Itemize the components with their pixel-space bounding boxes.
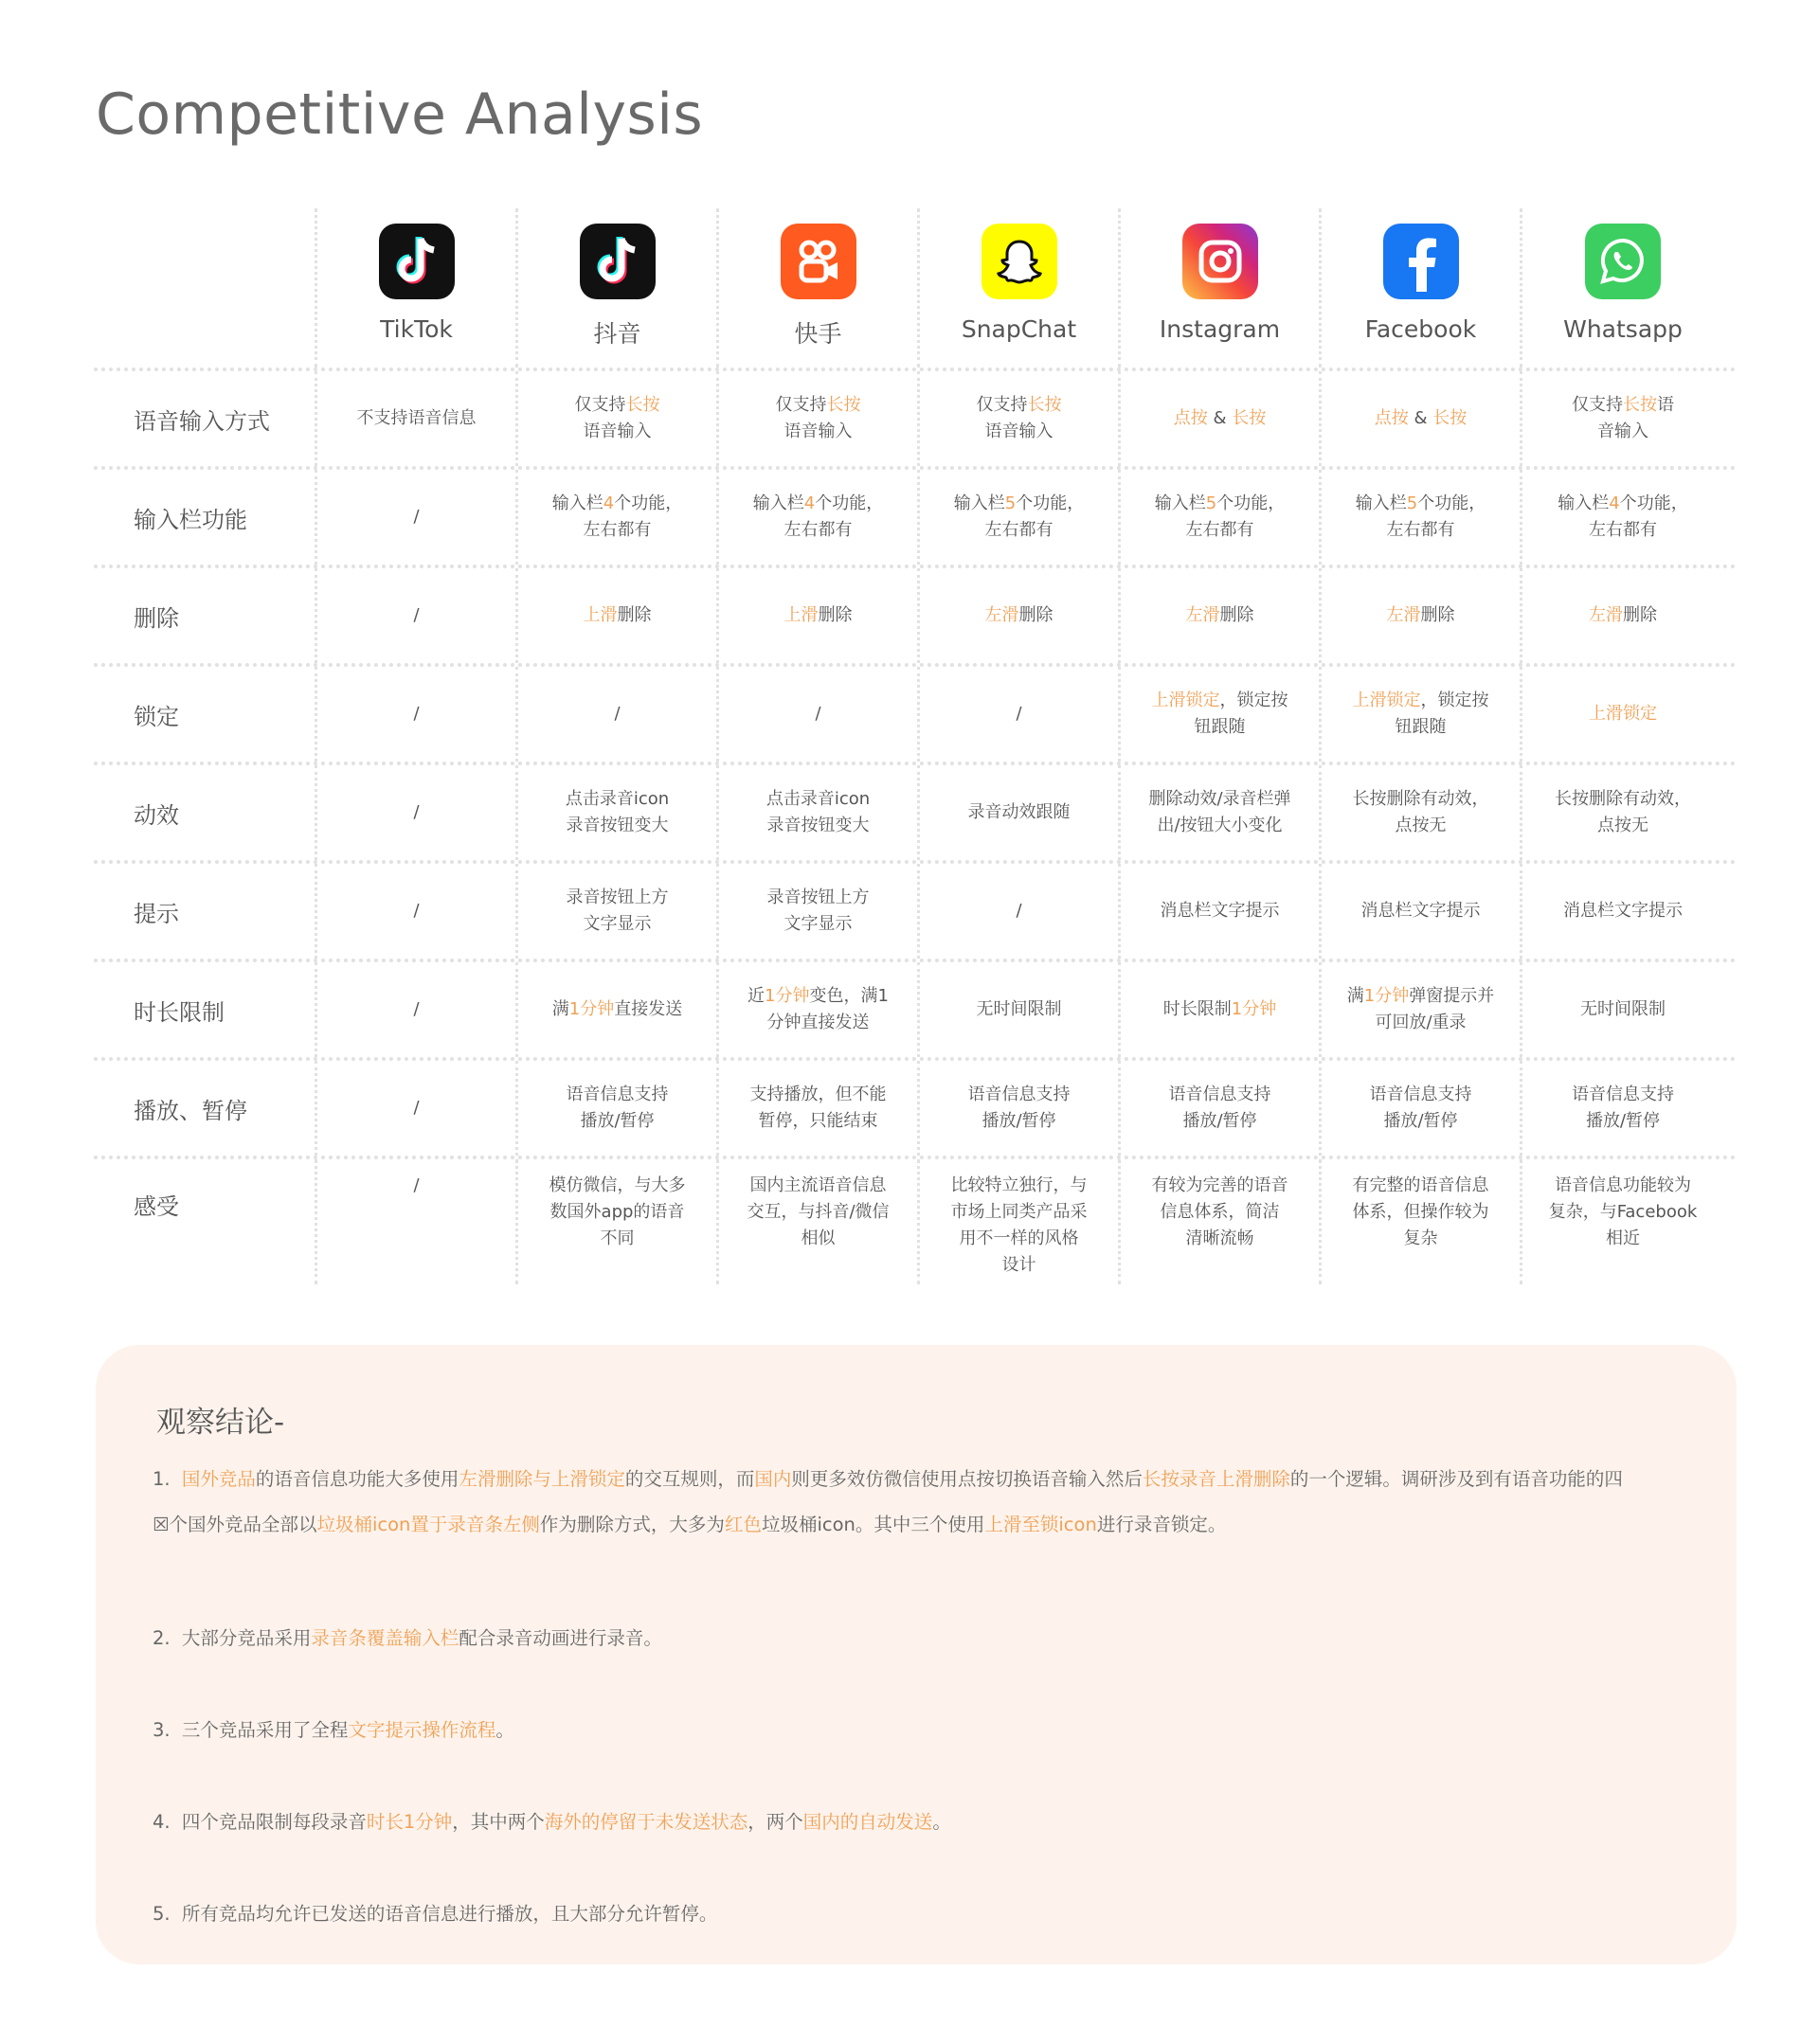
cell-text: 市场上同类产品采 — [950, 1202, 1088, 1222]
table-cell — [719, 568, 920, 663]
cell-text: 语音信息支持 — [566, 1085, 669, 1104]
app-name: 快手 — [794, 320, 842, 348]
cell-text: 四个竞品限制每段录音 — [181, 1811, 367, 1833]
table-row — [94, 765, 1737, 864]
cell-text: 直接发送 — [614, 999, 683, 1019]
table-cell — [920, 667, 1121, 762]
highlight-text: 上滑锁定 — [1151, 690, 1220, 710]
row-label: 输入栏功能 — [94, 470, 317, 565]
cell-text: 进行录音锁定。 — [1096, 1514, 1227, 1535]
table-cell — [920, 1061, 1121, 1156]
highlight-text: 海外的停留于未发送状态 — [544, 1811, 748, 1833]
highlight-text: 上滑 — [583, 605, 618, 625]
cell-text: 大部分竞品采用 — [181, 1627, 312, 1649]
highlight-text: 5 — [1004, 493, 1017, 513]
cell-text: & — [1408, 408, 1433, 428]
table-cell — [518, 962, 719, 1057]
table-cell — [1322, 962, 1522, 1057]
cell-text: 不同 — [600, 1228, 635, 1248]
row-label: 删除 — [94, 568, 317, 663]
cell-text: 删除 — [1018, 605, 1054, 625]
table-cell — [317, 568, 518, 663]
table-cell — [1121, 962, 1322, 1057]
cell-text: 无时间限制 — [976, 999, 1062, 1019]
cell-text: 删除动效/录音栏弹 — [1148, 789, 1291, 809]
cell-text: 近 — [747, 986, 765, 1006]
cell-text: 个功能， — [614, 493, 683, 513]
highlight-text: 长按 — [1432, 408, 1468, 428]
cell-text: / — [413, 802, 420, 822]
cell-text: / — [413, 704, 420, 724]
cell-text: 删除 — [1623, 605, 1657, 625]
cell-text: / — [614, 704, 621, 724]
item-number: 4. — [153, 1811, 176, 1833]
cell-text: 录音按钮上方 — [766, 888, 870, 907]
cell-text: 输入栏 — [752, 493, 804, 513]
cell-text: 输入栏 — [1355, 493, 1407, 513]
table-cell — [1121, 568, 1322, 663]
table-cell — [1322, 1061, 1522, 1156]
cell-text: 点按无 — [1597, 816, 1648, 835]
highlight-text: 1分钟 — [1363, 986, 1410, 1006]
cell-text: 变色，满1 — [809, 986, 889, 1006]
cell-text: 文字显示 — [783, 914, 853, 934]
cell-text: 不支持语音信息 — [356, 408, 477, 428]
highlight-text: 左滑 — [984, 605, 1019, 625]
highlight-text: 垃圾桶icon置于录音条左侧 — [316, 1514, 540, 1535]
cell-text: 仅支持 — [775, 395, 827, 415]
cell-text: / — [413, 1175, 420, 1195]
page-title: Competitive Analysis — [96, 81, 704, 148]
cell-text: 满 — [551, 999, 569, 1019]
tiktok-icon — [379, 224, 455, 299]
cell-text: / — [1016, 901, 1022, 921]
row-label: 锁定 — [94, 667, 317, 762]
cell-text: 。 — [495, 1719, 514, 1741]
table-cell — [1322, 765, 1522, 860]
table-cell — [719, 470, 920, 565]
table-cell — [1121, 765, 1322, 860]
cell-text: 语音输入 — [783, 421, 853, 441]
table-cell — [518, 765, 719, 860]
cell-text: 满 — [1346, 986, 1364, 1006]
table-cell — [518, 667, 719, 762]
cell-text: 录音按钮变大 — [566, 816, 669, 835]
cell-text: 体系，但操作较为 — [1352, 1202, 1489, 1222]
cell-text: 消息栏文字提示 — [1563, 901, 1683, 921]
cell-text: / — [413, 1098, 420, 1118]
table-body — [94, 371, 1737, 1284]
highlight-text: 1分钟 — [568, 999, 615, 1019]
cell-text: 语音信息支持 — [1572, 1085, 1674, 1104]
highlight-text: 左滑 — [1589, 605, 1623, 625]
cell-text: 输入栏 — [1154, 493, 1206, 513]
cell-text: 左右都有 — [1588, 520, 1657, 540]
cell-text: 出/按钮大小变化 — [1157, 816, 1283, 835]
row-label: 感受 — [94, 1159, 317, 1284]
cell-text: 播放/暂停 — [580, 1111, 655, 1131]
app-name: 抖音 — [593, 320, 641, 348]
table-row — [94, 1159, 1737, 1284]
table-cell — [1121, 470, 1322, 565]
table-cell — [719, 864, 920, 959]
cell-text: 点按无 — [1395, 816, 1447, 835]
conclusion-item — [153, 1708, 1687, 1753]
cell-text: 复杂 — [1403, 1228, 1438, 1248]
cell-text: 无时间限制 — [1580, 999, 1666, 1019]
app-name: Instagram — [1159, 315, 1281, 343]
row-label: 动效 — [94, 765, 317, 860]
cell-text: 钮跟随 — [1194, 717, 1246, 737]
table-cell — [1121, 864, 1322, 959]
app-name: Whatsapp — [1563, 315, 1683, 343]
cell-text: ☒个国外竞品全部以 — [153, 1514, 317, 1535]
item-number: 2. — [153, 1627, 176, 1649]
highlight-text: 国内 — [754, 1468, 792, 1490]
item-number: 3. — [153, 1719, 176, 1741]
highlight-text: 左滑删除与上滑锁定 — [459, 1468, 625, 1490]
highlight-text: 左滑 — [1386, 605, 1421, 625]
cell-text: 左右都有 — [984, 520, 1054, 540]
cell-text: 国内主流语音信息 — [749, 1175, 887, 1195]
app-name: TikTok — [380, 315, 453, 343]
highlight-text: 点按 — [1374, 408, 1409, 428]
cell-text: 语音信息支持 — [967, 1085, 1071, 1104]
snapchat-icon — [982, 224, 1057, 299]
table-cell — [920, 371, 1121, 466]
table-cell — [518, 1061, 719, 1156]
highlight-text: 1分钟 — [765, 986, 810, 1006]
cell-text: 设计 — [1001, 1255, 1036, 1275]
table-cell — [920, 1159, 1121, 1284]
cell-text: 播放/暂停 — [1182, 1111, 1257, 1131]
highlight-text: 国外竞品 — [181, 1468, 256, 1490]
row-label: 提示 — [94, 864, 317, 959]
item-number: 5. — [153, 1903, 176, 1925]
table-cell — [1522, 470, 1723, 565]
highlight-text: 上滑至锁icon — [984, 1514, 1097, 1535]
row-label: 播放、暂停 — [94, 1061, 317, 1156]
cell-text: 点击录音icon — [565, 789, 670, 809]
highlight-text: 长按录音上滑删除 — [1142, 1468, 1290, 1490]
cell-text: 删除 — [818, 605, 853, 625]
cell-text: 仅支持 — [976, 395, 1028, 415]
cell-text: ，其中两个 — [452, 1811, 545, 1833]
cell-text: 个功能， — [815, 493, 884, 513]
instagram-icon — [1182, 224, 1258, 299]
conclusion-panel — [96, 1345, 1737, 1964]
cell-text: 左右都有 — [1386, 520, 1455, 540]
table-cell — [317, 864, 518, 959]
highlight-text: 红色 — [724, 1514, 762, 1535]
cell-text: 清晰流畅 — [1185, 1228, 1254, 1248]
app-column-kuaishou — [719, 208, 920, 368]
table-row — [94, 864, 1737, 962]
highlight-text: 国内的自动发送 — [802, 1811, 933, 1833]
cell-text: 点击录音icon — [765, 789, 871, 809]
conclusion-item — [153, 1616, 1687, 1661]
cell-text: 则更多效仿微信使用点按切换语音输入然后 — [791, 1468, 1143, 1490]
table-cell — [1121, 1159, 1322, 1284]
table-row — [94, 962, 1737, 1061]
cell-text: 输入栏 — [551, 493, 603, 513]
cell-text: 钮跟随 — [1395, 717, 1447, 737]
cell-text: 音输入 — [1597, 421, 1648, 441]
cell-text: 有完整的语音信息 — [1352, 1175, 1489, 1195]
highlight-text: 录音条覆盖输入栏 — [311, 1627, 459, 1649]
table-row — [94, 371, 1737, 470]
cell-text: 语 — [1657, 395, 1674, 415]
conclusion-item — [153, 1800, 1687, 1845]
table-cell — [518, 470, 719, 565]
app-column-whatsapp — [1522, 208, 1723, 368]
cell-text: 的一个逻辑。调研涉及到有语音功能的四 — [1289, 1468, 1623, 1490]
highlight-text: 5 — [1406, 493, 1418, 513]
highlight-text: 长按 — [1623, 395, 1657, 415]
cell-text: / — [413, 901, 420, 921]
table-cell — [920, 568, 1121, 663]
table-cell — [719, 1159, 920, 1284]
table-cell — [1322, 1159, 1522, 1284]
table-cell — [1322, 667, 1522, 762]
cell-text: 左右都有 — [583, 520, 652, 540]
cell-text: 相似 — [801, 1228, 836, 1248]
highlight-text: 1分钟 — [1231, 999, 1277, 1019]
cell-text: / — [413, 605, 420, 625]
table-cell — [1121, 667, 1322, 762]
table-cell — [1322, 568, 1522, 663]
table-cell — [1522, 864, 1723, 959]
table-cell — [719, 371, 920, 466]
cell-text: 语音信息支持 — [1168, 1085, 1271, 1104]
comparison-table — [94, 208, 1737, 1284]
conclusion-title: 观察结论- — [156, 1406, 285, 1440]
table-cell — [518, 371, 719, 466]
table-cell — [920, 864, 1121, 959]
cell-text: 三个竞品采用了全程 — [181, 1719, 349, 1741]
cell-text: 个功能， — [1016, 493, 1085, 513]
table-cell — [317, 1159, 518, 1284]
table-cell — [1522, 1061, 1723, 1156]
cell-text: 配合录音动画进行录音。 — [459, 1627, 662, 1649]
cell-text: 复杂，与Facebook — [1548, 1202, 1698, 1222]
table-cell — [317, 371, 518, 466]
cell-text: 左右都有 — [1185, 520, 1254, 540]
cell-text: 仅支持 — [574, 395, 626, 415]
cell-text: 暂停，只能结束 — [758, 1111, 878, 1131]
cell-text: 的交互规则，而 — [624, 1468, 755, 1490]
highlight-text: 长按 — [1232, 408, 1267, 428]
table-cell — [1522, 371, 1723, 466]
table-cell — [317, 470, 518, 565]
table-cell — [317, 962, 518, 1057]
cell-text: 语音输入 — [984, 421, 1054, 441]
highlight-text: 上滑 — [783, 605, 819, 625]
cell-text: 比较特立独行，与 — [950, 1175, 1088, 1195]
table-cell — [1121, 1061, 1322, 1156]
table-row — [94, 470, 1737, 568]
highlight-text: 左滑 — [1185, 605, 1220, 625]
cell-text: 弹窗提示并 — [1409, 986, 1495, 1006]
cell-text: 时长限制 — [1162, 999, 1232, 1019]
table-cell — [719, 667, 920, 762]
cell-text: ，锁定按 — [1219, 690, 1288, 710]
table-cell — [1522, 962, 1723, 1057]
cell-text: 消息栏文字提示 — [1160, 901, 1280, 921]
table-cell — [1522, 667, 1723, 762]
cell-text: & — [1207, 408, 1233, 428]
table-cell — [920, 470, 1121, 565]
cell-text: 删除 — [1219, 605, 1254, 625]
cell-text: 输入栏 — [953, 493, 1005, 513]
kuaishou-icon — [781, 224, 856, 299]
table-cell — [1121, 371, 1322, 466]
cell-text: 输入栏 — [1558, 493, 1610, 513]
cell-text: 有较为完善的语音 — [1151, 1175, 1288, 1195]
highlight-text: 上滑锁定 — [1352, 690, 1421, 710]
cell-text: 录音按钮上方 — [566, 888, 669, 907]
cell-text: 相近 — [1605, 1228, 1640, 1248]
cell-text: ，锁定按 — [1420, 690, 1489, 710]
cell-text: 仅支持 — [1572, 395, 1623, 415]
table-row — [94, 1061, 1737, 1159]
cell-text: 左右都有 — [783, 520, 853, 540]
cell-text: 模仿微信，与大多 — [549, 1175, 686, 1195]
cell-text: 语音信息支持 — [1369, 1085, 1472, 1104]
app-column-tiktok — [317, 208, 518, 368]
highlight-text: 文字提示操作流程 — [348, 1719, 496, 1741]
cell-text: 数国外app的语音 — [549, 1202, 685, 1222]
table-cell — [920, 962, 1121, 1057]
cell-text: 信息体系，简洁 — [1160, 1202, 1280, 1222]
table-row — [94, 568, 1737, 667]
cell-text: / — [1016, 704, 1022, 724]
cell-text: 语音输入 — [583, 421, 652, 441]
table-cell — [518, 568, 719, 663]
highlight-text: 上滑锁定 — [1589, 704, 1657, 724]
cell-text: 支持播放，但不能 — [749, 1085, 887, 1104]
app-column-douyin — [518, 208, 719, 368]
app-column-snapchat — [920, 208, 1121, 368]
cell-text: / — [815, 704, 821, 724]
cell-text: 所有竞品均允许已发送的语音信息进行播放，且大部分允许暂停。 — [181, 1903, 718, 1925]
table-cell — [518, 864, 719, 959]
cell-text: 。 — [932, 1811, 951, 1833]
table-cell — [1322, 864, 1522, 959]
cell-text: 文字显示 — [583, 914, 652, 934]
cell-text: 长按删除有动效， — [1352, 789, 1489, 809]
highlight-text: 5 — [1205, 493, 1217, 513]
cell-text: 播放/暂停 — [1585, 1111, 1661, 1131]
cell-text: 播放/暂停 — [1383, 1111, 1458, 1131]
highlight-text: 长按 — [826, 395, 861, 415]
highlight-text: 点按 — [1173, 408, 1208, 428]
cell-text: 的语音信息功能大多使用 — [255, 1468, 459, 1490]
cell-text: 作为删除方式，大多为 — [539, 1514, 725, 1535]
table-cell — [317, 765, 518, 860]
table-row — [94, 667, 1737, 765]
cell-text: 用不一样的风格 — [959, 1228, 1079, 1248]
cell-text: 分钟直接发送 — [766, 1013, 870, 1032]
app-name: SnapChat — [961, 315, 1077, 343]
table-cell — [719, 1061, 920, 1156]
cell-text: / — [413, 507, 420, 527]
cell-text: 语音信息功能较为 — [1554, 1175, 1691, 1195]
highlight-text: 4 — [1609, 493, 1620, 513]
app-column-instagram — [1121, 208, 1322, 368]
highlight-text: 时长1分钟 — [366, 1811, 453, 1833]
facebook-icon — [1383, 224, 1459, 299]
header-corner — [94, 208, 317, 368]
highlight-text: 长按 — [625, 395, 660, 415]
cell-text: 个功能， — [1216, 493, 1286, 513]
cell-text: 录音按钮变大 — [766, 816, 870, 835]
table-cell — [1522, 568, 1723, 663]
cell-text: 消息栏文字提示 — [1360, 901, 1481, 921]
cell-text: / — [413, 999, 420, 1019]
whatsapp-icon — [1585, 224, 1661, 299]
table-cell — [920, 765, 1121, 860]
highlight-text: 4 — [803, 493, 816, 513]
cell-text: 删除 — [617, 605, 652, 625]
table-cell — [1522, 765, 1723, 860]
table-header — [94, 208, 1737, 371]
table-cell — [1322, 371, 1522, 466]
cell-text: 交互，与抖音/微信 — [747, 1202, 890, 1222]
highlight-text: 长按 — [1027, 395, 1062, 415]
cell-text: ，两个 — [747, 1811, 803, 1833]
row-label: 语音输入方式 — [94, 371, 317, 466]
douyin-icon — [580, 224, 656, 299]
cell-text: 录音动效跟随 — [967, 802, 1071, 822]
app-name: Facebook — [1364, 315, 1477, 343]
row-label: 时长限制 — [94, 962, 317, 1057]
table-cell — [317, 667, 518, 762]
table-cell — [317, 1061, 518, 1156]
cell-text: 垃圾桶icon。其中三个使用 — [761, 1514, 985, 1535]
table-cell — [719, 962, 920, 1057]
highlight-text: 4 — [603, 493, 615, 513]
table-cell — [719, 765, 920, 860]
cell-text: 长按删除有动效， — [1555, 789, 1691, 809]
conclusion-item — [153, 1457, 1687, 1548]
table-cell — [1322, 470, 1522, 565]
cell-text: 可回放/重录 — [1375, 1013, 1467, 1032]
cell-text: 播放/暂停 — [982, 1111, 1056, 1131]
item-number: 1. — [153, 1468, 176, 1490]
cell-text: 个功能， — [1417, 493, 1486, 513]
table-cell — [518, 1159, 719, 1284]
cell-text: 个功能， — [1619, 493, 1688, 513]
table-cell — [1522, 1159, 1723, 1284]
conclusion-item — [153, 1892, 1687, 1937]
app-column-facebook — [1322, 208, 1522, 368]
cell-text: 删除 — [1420, 605, 1455, 625]
